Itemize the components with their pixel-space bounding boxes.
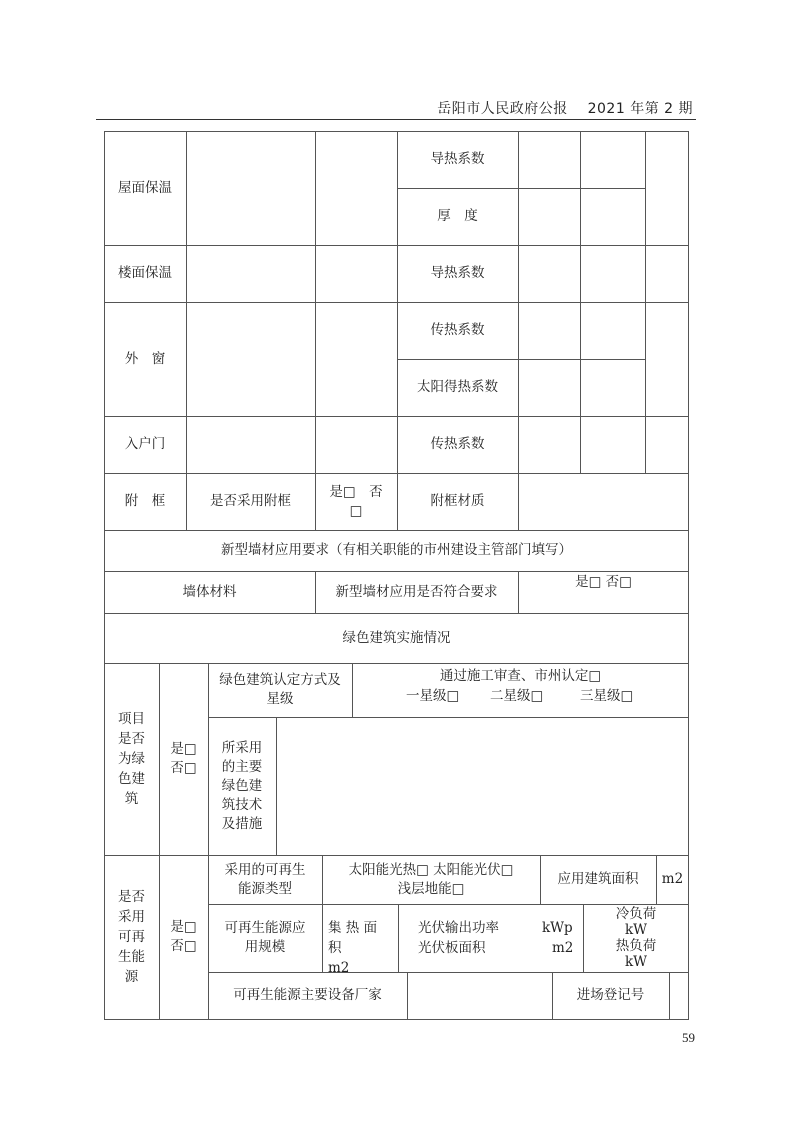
vline xyxy=(407,972,408,1019)
collector-area xyxy=(328,918,394,978)
vline xyxy=(645,131,646,473)
renewable-type-options[interactable]: 太阳能光热□ 太阳能光伏□ 浅层地能□ xyxy=(348,861,514,897)
floor-param-conductivity: 导热系数 xyxy=(430,265,485,281)
vline xyxy=(398,904,399,972)
hline xyxy=(104,1019,689,1020)
pv-block xyxy=(418,918,578,958)
vline xyxy=(669,972,670,1019)
renewable-type-label: 采用的可再生 能源类型 xyxy=(224,861,306,897)
pv-area-label: 光伏板面积 xyxy=(418,940,486,956)
wall-section-title: 新型墙材应用要求（有相关职能的市州建设主管部门填写） xyxy=(221,542,572,558)
renewable-label: 是否 采用 可再 生能 源 xyxy=(118,889,145,985)
collector-area-unit: m2 xyxy=(328,960,350,976)
pv-power-label: 光伏输出功率 xyxy=(418,920,499,936)
page-number: 59 xyxy=(682,1030,695,1045)
building-area-label: 应用建筑面积 xyxy=(557,871,639,887)
subframe-question: 是否采用附框 xyxy=(210,493,291,509)
cert-star1[interactable]: 一星级□ xyxy=(406,688,460,704)
window-param-solar-gain: 太阳得热系数 xyxy=(417,379,498,395)
issue-number: 2021 年第 2 期 xyxy=(587,101,693,117)
pv-power-unit: kWp xyxy=(542,920,573,936)
wall-compliance-label: 新型墙材应用是否符合要求 xyxy=(335,583,498,600)
roof-param-thickness: 厚 度 xyxy=(437,208,478,224)
green-building-options[interactable]: 是□ 否□ xyxy=(170,741,197,776)
pv-area-unit: m2 xyxy=(552,940,574,956)
vline xyxy=(580,131,581,473)
page-header xyxy=(437,98,693,118)
subframe-label: 附 框 xyxy=(124,493,166,509)
cert-star3[interactable]: 三星级□ xyxy=(580,688,634,704)
green-section-title: 绿色建筑实施情况 xyxy=(342,629,451,646)
hline xyxy=(208,717,689,718)
wall-material-label: 墙体材料 xyxy=(182,583,237,600)
vline xyxy=(315,131,316,530)
manufacturer-label: 可再生能源主要设备厂家 xyxy=(233,987,382,1003)
subframe-material-label: 附框材质 xyxy=(430,493,485,509)
green-building-label: 项目 是否 为绿 色建 筑 xyxy=(118,711,145,807)
building-area-unit: m2 xyxy=(661,871,684,887)
floor-insulation-label: 楼面保温 xyxy=(118,265,172,281)
collector-area-label: 集 热 面 积 xyxy=(328,920,378,956)
header-rule xyxy=(96,119,696,120)
roof-param-conductivity: 导热系数 xyxy=(430,151,485,167)
green-tech-label: 所采用 的主要 绿色建 筑技术 及措施 xyxy=(221,739,263,832)
publication-title: 岳阳市人民政府公报 xyxy=(437,101,568,117)
wall-compliance-options[interactable]: 是□ 否□ xyxy=(575,573,632,590)
door-param-heat-transfer: 传热系数 xyxy=(430,436,485,452)
green-cert-label: 绿色建筑认定方式及 星级 xyxy=(219,672,341,707)
renewable-options[interactable]: 是□ 否□ xyxy=(170,919,197,954)
window-label: 外 窗 xyxy=(124,350,166,367)
door-label: 入户门 xyxy=(124,436,166,452)
load-info: 冷负荷 kW 热负荷 kW xyxy=(615,906,657,970)
cert-star2[interactable]: 二星级□ xyxy=(490,688,544,704)
roof-insulation-label: 屋面保温 xyxy=(118,179,172,196)
vline xyxy=(276,717,277,855)
vline xyxy=(518,131,519,530)
registration-label: 进场登记号 xyxy=(576,987,645,1003)
vline xyxy=(186,131,187,530)
subframe-options[interactable]: 是□ 否 □ xyxy=(329,483,383,519)
window-param-heat-transfer: 传热系数 xyxy=(430,322,485,338)
green-cert-options xyxy=(352,666,689,716)
renewable-scale-label: 可再生能源应 用规模 xyxy=(224,920,306,955)
cert-construction-review[interactable]: 通过施工审查、市州认定□ xyxy=(439,668,602,684)
